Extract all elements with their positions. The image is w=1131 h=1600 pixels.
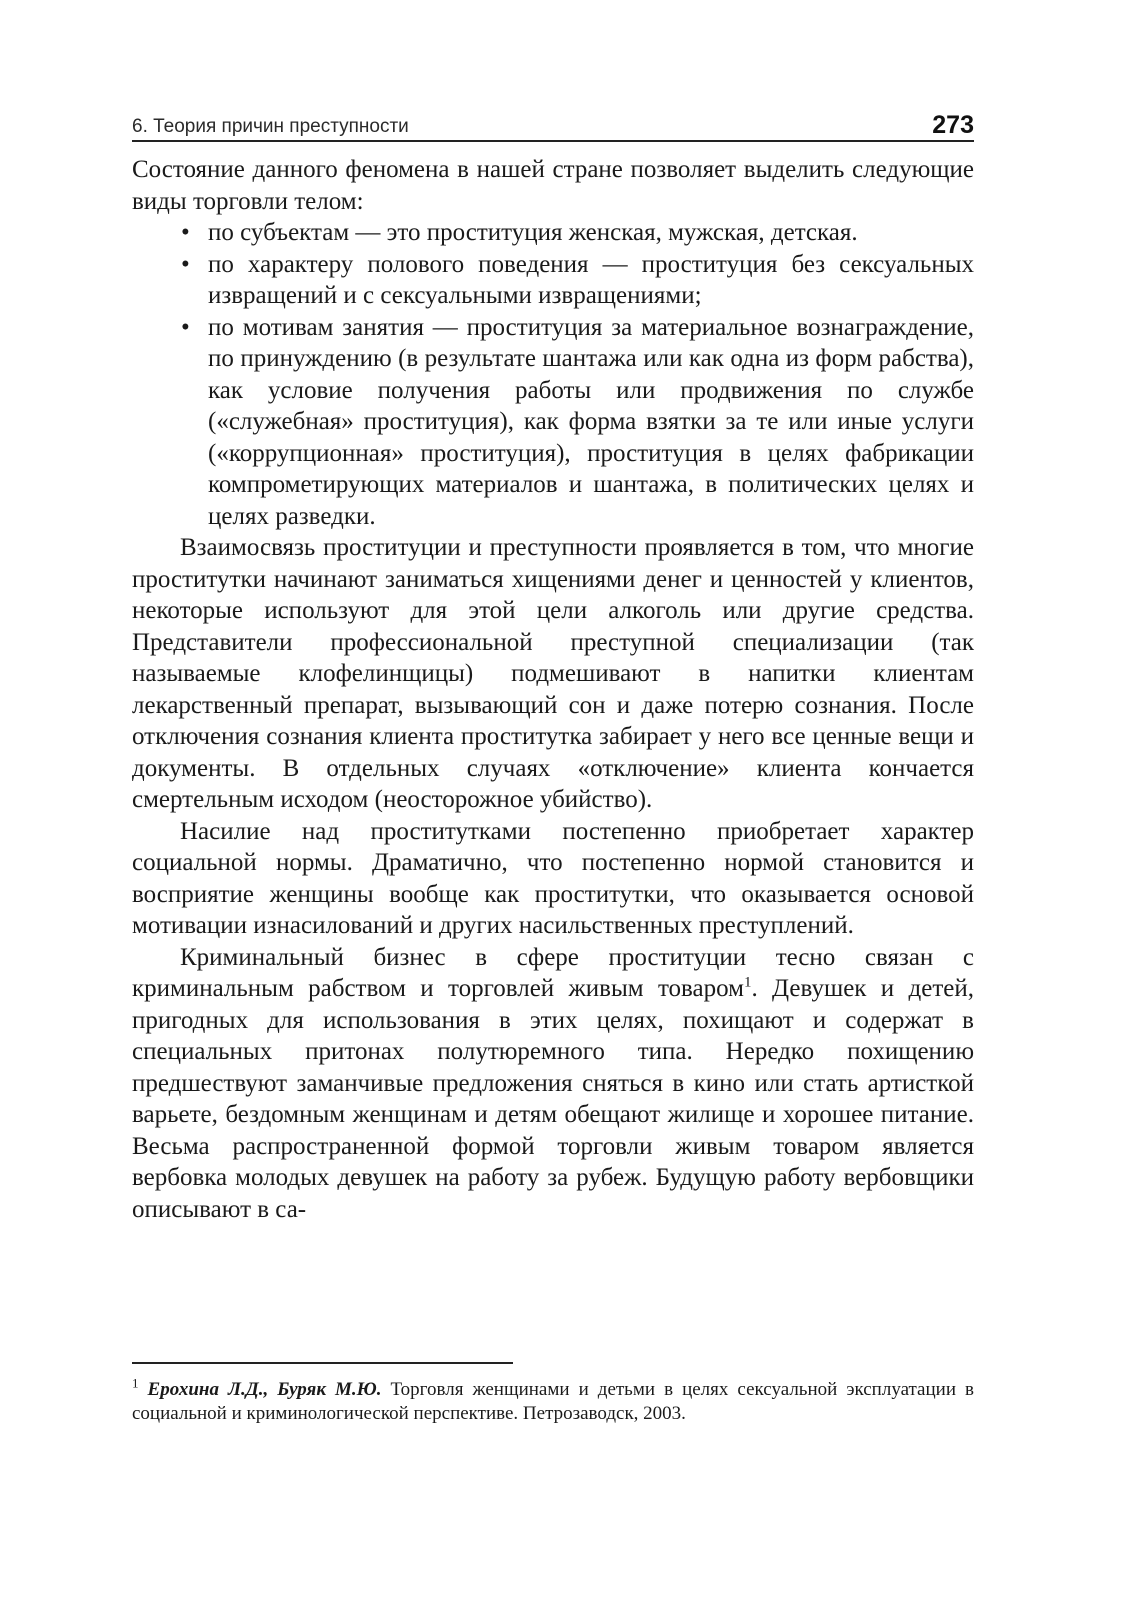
intro-paragraph: Состояние данного феномена в нашей стране позволяет выделить следующие виды торговли телом: xyxy=(132,156,974,215)
book-page xyxy=(132,108,974,1225)
bullet-marker: • xyxy=(181,313,190,341)
paragraph xyxy=(132,942,974,1226)
running-head xyxy=(132,108,974,142)
footnote-text: Торговля женщинами и детьми в целях сексуальной эксплуатации в социальной и криминологической перспективе. Петрозаводск, 2003. xyxy=(132,1379,974,1424)
footnote xyxy=(132,1375,974,1426)
list-item-text: по характеру полового поведения — проституция без сексуальных извращений и с сексуальными извращениями; xyxy=(208,250,974,309)
footnote-reference[interactable]: 1 xyxy=(743,974,752,991)
list-item xyxy=(181,217,974,249)
footnote-divider xyxy=(132,1362,513,1364)
chapter-running-title: 6. Теория причин преступности xyxy=(132,116,409,137)
paragraph: Взаимосвязь проституции и преступности проявляется в том, что многие проститутки начинают заниматься хищениями денег и ценностей у клиентов, некоторые используют для этой цели алкоголь или другие средства. Представители профессиональной преступной специализации (так называемые клофелинщицы) подмешивают в напитки клиентам лекарственный препарат, вызывающий сон и даже потерю сознания. После отключения сознания клиента проститутка забирает у него все ценные вещи и документы. В отдельных случаях «отключение» клиента кончается смертельным исходом (неосторожное убийство). xyxy=(132,534,974,813)
page-number: 273 xyxy=(932,111,974,139)
list-item xyxy=(181,249,974,312)
paragraph: Насилие над проститутками постепенно приобретает характер социальной нормы. Драматично, что постепенно нормой становится и восприятие женщины вообще как проститутки, что оказывается основой мотивации изнасилований и других насильственных преступлений. xyxy=(132,817,974,939)
list-item xyxy=(181,312,974,533)
bullet-marker: • xyxy=(181,250,190,278)
paragraph-text-start: Криминальный бизнес в сфере проституции тесно связан с криминальным рабством и торговлей живым товаром xyxy=(132,943,974,1002)
bullet-list xyxy=(132,217,974,532)
body-text xyxy=(132,154,974,1225)
paragraph-text-end: . Девушек и детей, пригодных для использования в этих целях, похищают и содержат в специальных притонах полутюремного типа. Нередко похищению предшествуют заманчивые предложения сняться в кино или стать артисткой варьете, бездомным женщинам и детям обещают жилище и хорошее питание. Весьма распространенной формой торговли живым товаром является вербовка молодых девушек на работу за рубеж. Будущую работу вербовщики описывают в са- xyxy=(132,975,974,1223)
footnote-marker: 1 xyxy=(132,1375,139,1391)
bullet-marker: • xyxy=(181,219,190,246)
footnote-authors: Ерохина Л.Д., Буряк М.Ю. xyxy=(147,1379,382,1400)
list-item-text: по субъектам — это проституция женская, мужская, детская. xyxy=(208,219,858,246)
list-item-text: по мотивам занятия — проституция за материальное вознаграждение, по принуждению (в результате шантажа или как одна из форм рабства), как условие получения работы или продвижения по службе («служебная» проституция), как форма взятки за те или иные услуги («коррупционная» проституция), проституция в целях фабрикации компрометирующих материалов и шантажа, в политических целях и целях разведки. xyxy=(208,313,974,530)
